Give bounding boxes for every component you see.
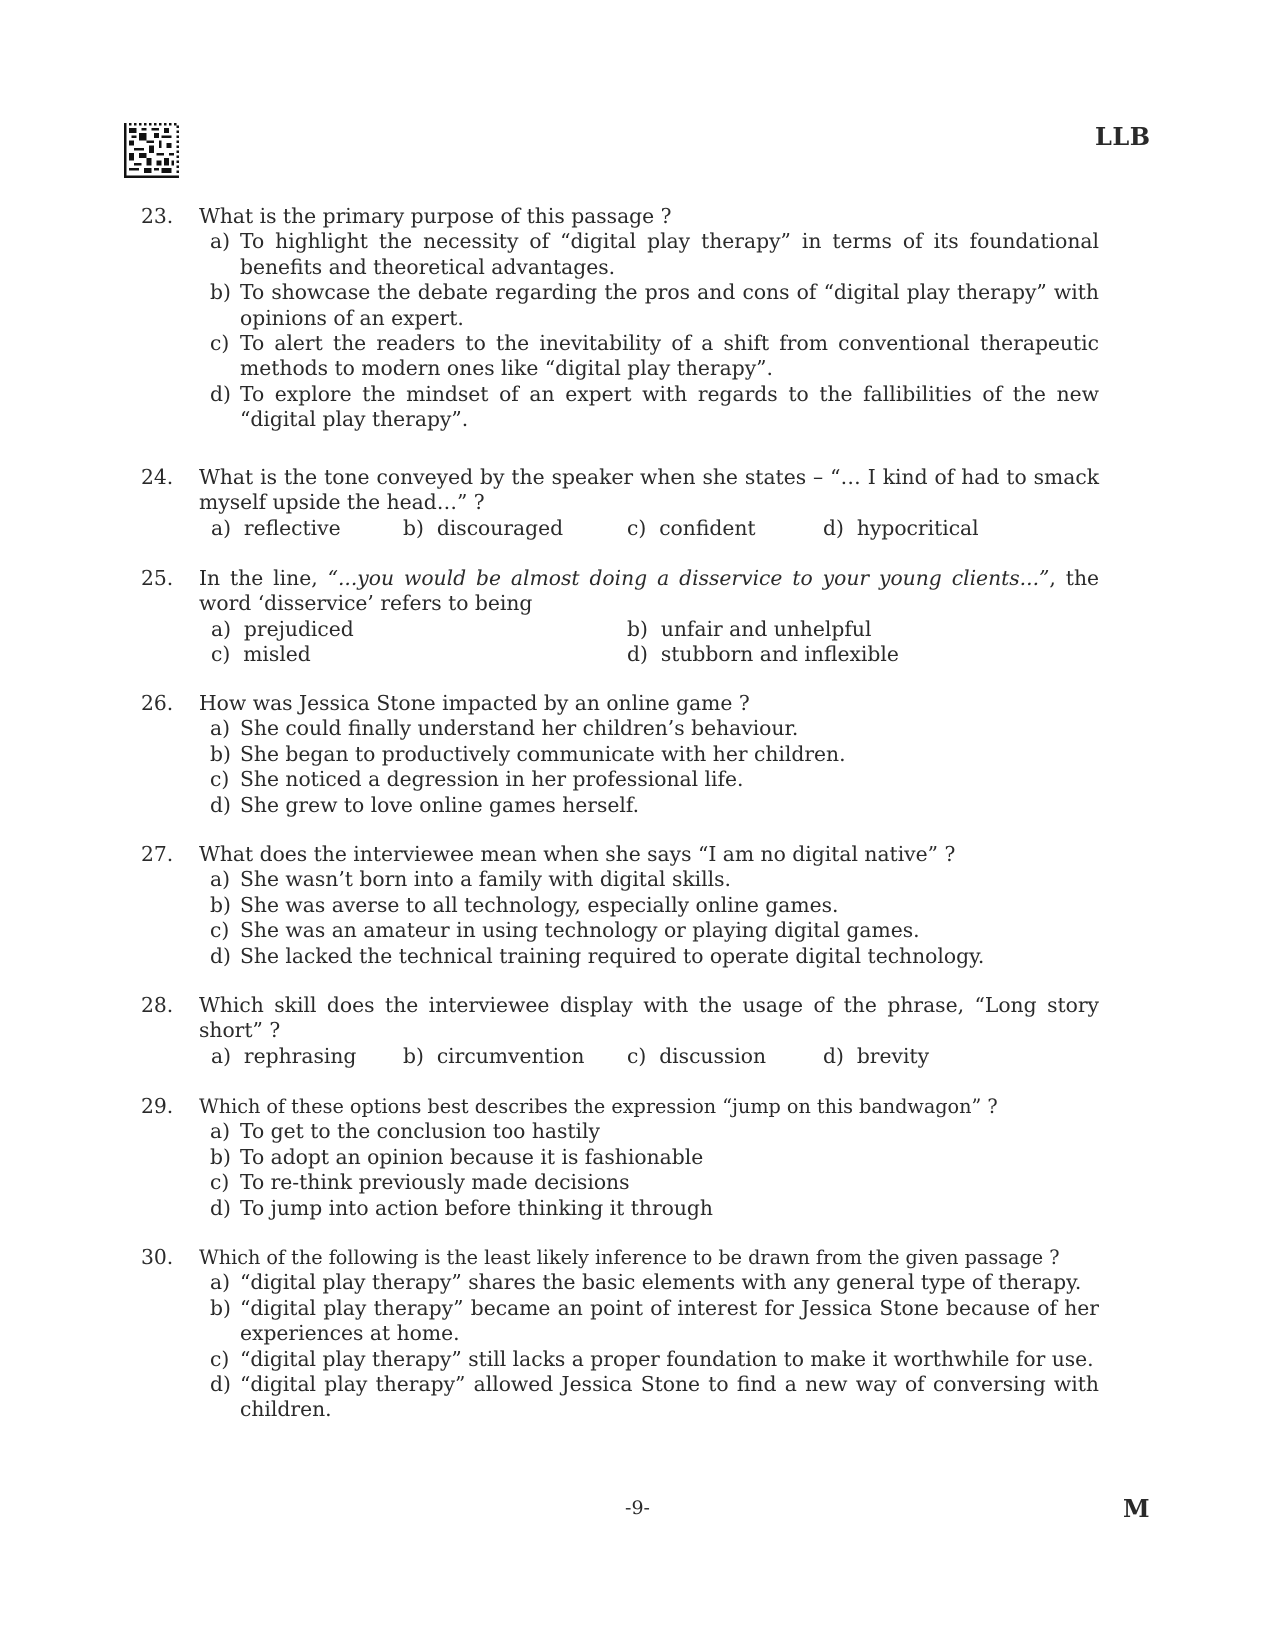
question-24	[0, 465, 1275, 541]
option-d[interactable]: d) She grew to love online games herself.	[210, 792, 640, 817]
option-c[interactable]: c) discussion	[627, 1043, 767, 1068]
option-b[interactable]: b) unfair and unhelpful	[627, 616, 872, 641]
option-a[interactable]: a) To highlight the necessity of “digital play therapy” in terms of its foundational benefits and theoretical advantages.	[210, 229, 1099, 279]
option-d[interactable]: d) To explore the mindset of an expert with regards to the fallibilities of the new “digital play therapy”.	[210, 381, 1099, 432]
question-number: 26.	[141, 691, 174, 715]
series-code: M	[1123, 1494, 1150, 1523]
question-number: 25.	[141, 566, 174, 590]
option-d[interactable]: d) She lacked the technical training required to operate digital technology.	[210, 943, 985, 968]
option-a[interactable]: a) She wasn’t born into a family with digital skills.	[210, 867, 731, 892]
option-c[interactable]: c) confident	[627, 515, 756, 540]
option-d[interactable]: d) hypocritical	[823, 515, 979, 540]
question-number: 24.	[141, 465, 174, 489]
option-a[interactable]: a) reflective	[211, 515, 341, 540]
question-26	[0, 691, 1275, 818]
question-text: Which of these options best describes the expression “jump on this bandwagon” ?	[199, 1095, 998, 1118]
option-c[interactable]: c) She noticed a degression in her professional life.	[210, 767, 744, 792]
question-text: What is the tone conveyed by the speaker when she states – “… I kind of had to smack myself upside the head…” ?	[199, 465, 1099, 515]
option-c[interactable]: c) “digital play therapy” still lacks a proper foundation to make it worthwhile for use.	[210, 1346, 1094, 1371]
question-text: How was Jessica Stone impacted by an online game ?	[199, 691, 750, 715]
option-b[interactable]: b) She began to productively communicate with her children.	[210, 741, 846, 766]
question-28	[0, 993, 1275, 1069]
question-text: What is the primary purpose of this passage ?	[199, 204, 672, 228]
options-row	[211, 1044, 1275, 1069]
option-d[interactable]: d) “digital play therapy” allowed Jessica Stone to find a new way of conversing with children.	[210, 1372, 1099, 1422]
question-23	[0, 204, 1275, 433]
question-25	[0, 566, 1275, 668]
question-text: Which of the following is the least likely inference to be drawn from the given passage ?	[199, 1246, 1060, 1269]
option-a[interactable]: a) prejudiced	[211, 616, 354, 641]
option-d[interactable]: d) brevity	[823, 1043, 930, 1068]
question-text: In the line, “...you would be almost doing a disservice to your young clients...”, the word ‘disservice’ refers to being	[199, 566, 1100, 616]
question-29	[0, 1094, 1275, 1221]
option-d[interactable]: d) stubborn and inflexible	[627, 642, 899, 667]
option-b[interactable]: b) discouraged	[403, 515, 564, 540]
options-row	[211, 642, 1275, 667]
question-text: What does the interviewee mean when she says “I am no digital native” ?	[199, 842, 956, 866]
question-number: 28.	[141, 993, 174, 1017]
option-b[interactable]: b) To showcase the debate regarding the pros and cons of “digital play therapy” with opinions of an expert.	[210, 280, 1099, 330]
option-b[interactable]: b) She was averse to all technology, especially online games.	[210, 892, 839, 917]
option-d[interactable]: d) To jump into action before thinking it through	[210, 1195, 713, 1220]
options-row	[211, 516, 1275, 541]
options-row	[211, 617, 1275, 642]
option-a[interactable]: a) To get to the conclusion too hastily	[210, 1119, 600, 1144]
page-number: -9-	[625, 1497, 650, 1519]
option-b[interactable]: b) To adopt an opinion because it is fashionable	[210, 1144, 704, 1169]
option-c[interactable]: c) To alert the readers to the inevitability of a shift from conventional therapeutic methods to modern ones like “digital play therapy”.	[210, 331, 1099, 381]
option-a[interactable]: a) She could finally understand her children’s behaviour.	[210, 716, 799, 741]
question-text: Which skill does the interviewee display with the usage of the phrase, “Long story short” ?	[199, 993, 1099, 1043]
exam-code: LLB	[1095, 122, 1151, 151]
qr-code	[124, 123, 179, 178]
option-c[interactable]: c) misled	[211, 642, 311, 667]
option-a[interactable]: a) “digital play therapy” shares the basic elements with any general type of therapy.	[210, 1270, 1082, 1295]
question-number: 30.	[141, 1245, 174, 1269]
option-b[interactable]: b) circumvention	[403, 1043, 585, 1068]
option-c[interactable]: c) She was an amateur in using technology or playing digital games.	[210, 918, 920, 943]
option-b[interactable]: b) “digital play therapy” became an point of interest for Jessica Stone because of her experiences at home.	[210, 1295, 1099, 1346]
question-number: 23.	[141, 204, 174, 228]
option-c[interactable]: c) To re-think previously made decisions	[210, 1170, 630, 1195]
question-27	[0, 842, 1275, 969]
option-a[interactable]: a) rephrasing	[211, 1043, 357, 1068]
question-30	[0, 1245, 1275, 1423]
question-number: 29.	[141, 1094, 174, 1118]
question-number: 27.	[141, 842, 174, 866]
